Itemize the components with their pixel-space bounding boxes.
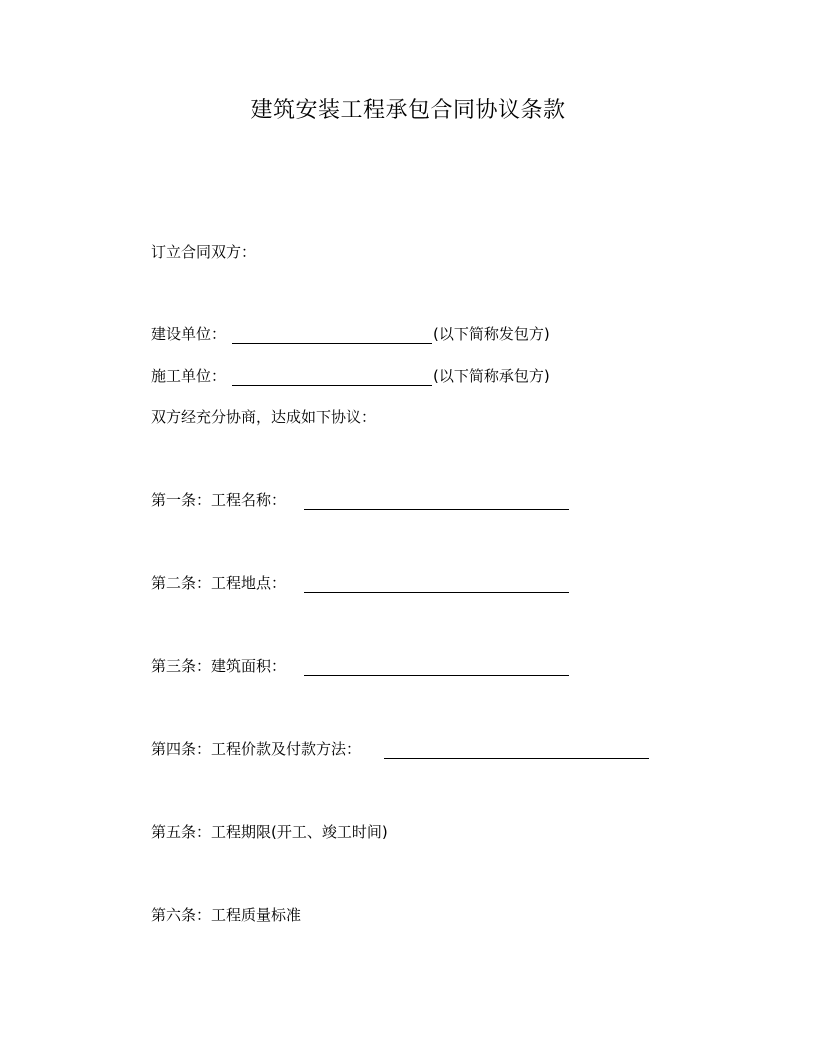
article-3-blank[interactable] [304, 675, 569, 676]
article-4-label: 第四条：工程价款及付款方法： [151, 740, 362, 758]
article-2-blank[interactable] [304, 592, 569, 593]
article-4-blank[interactable] [384, 758, 649, 759]
contractor-label: 施工单位： [151, 367, 227, 385]
article-2-label: 第二条：工程地点： [151, 574, 287, 592]
contractor-suffix: (以下简称承包方) [433, 367, 550, 385]
article-3-label: 第三条：建筑面积： [151, 657, 287, 675]
parties-heading: 订立合同双方： [151, 243, 257, 261]
contractor-name-blank[interactable] [232, 385, 432, 386]
document-title: 建筑安装工程承包合同协议条款 [250, 98, 566, 123]
employer-label: 建设单位： [151, 325, 227, 343]
article-1-label: 第一条：工程名称： [151, 491, 287, 509]
agreement-intro: 双方经充分协商，达成如下协议： [151, 408, 377, 426]
article-6-label: 第六条：工程质量标准 [151, 906, 302, 924]
article-5-label: 第五条：工程期限(开工、竣工时间) [151, 823, 388, 841]
article-1-blank[interactable] [304, 509, 569, 510]
employer-suffix: (以下简称发包方) [433, 325, 550, 343]
employer-name-blank[interactable] [232, 343, 432, 344]
